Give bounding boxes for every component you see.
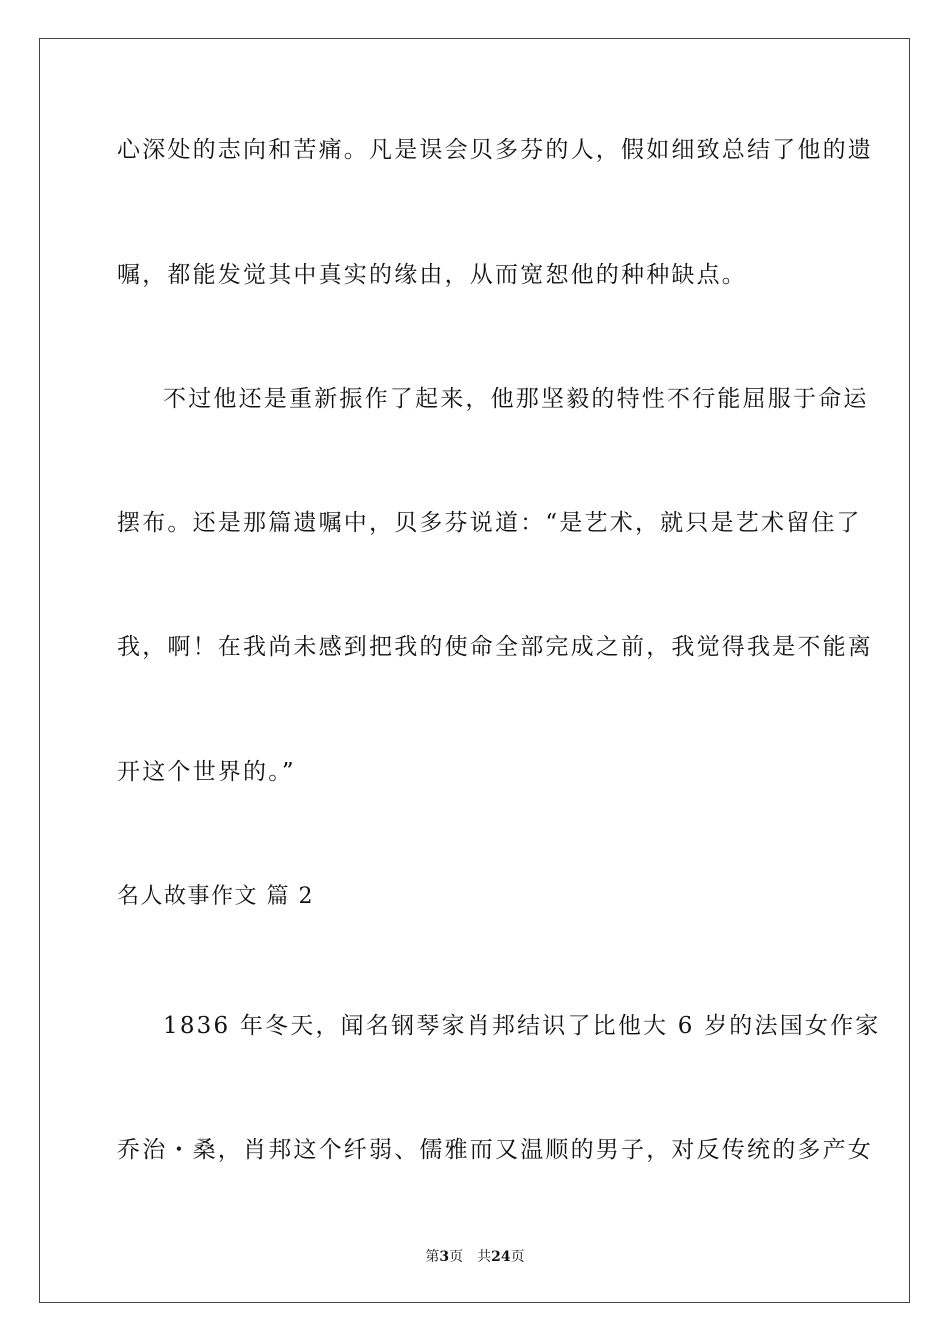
footer-page-prefix: 第: [425, 1249, 440, 1265]
paragraph-2-line-2: 摆布。还是那篇遗嘱中，贝多芬说道：“是艺术，就只是艺术留住了: [117, 510, 862, 536]
footer-page-number: 3: [439, 1249, 450, 1265]
page-border: [39, 38, 910, 1303]
paragraph-2-line-4: 开这个世界的。”: [117, 759, 296, 785]
body-text-line-2: 嘱，都能发觉其中真实的缘由，从而宽恕他的种种缺点。: [117, 262, 747, 288]
footer-total-pages: 24: [491, 1249, 511, 1265]
footer-total-prefix: 共: [477, 1249, 492, 1265]
page-footer: [0, 1248, 950, 1266]
paragraph-3-line-1: 1836 年冬天，闻名钢琴家肖邦结识了比他大 6 岁的法国女作家: [163, 1013, 881, 1039]
paragraph-2-line-1: 不过他还是重新振作了起来，他那坚毅的特性不行能屈服于命运: [163, 386, 869, 412]
footer-total-suffix: 页: [510, 1249, 525, 1265]
body-text-line-1: 心深处的志向和苦痛。凡是误会贝多芬的人，假如细致总结了他的遗: [117, 137, 873, 163]
paragraph-2-line-3: 我，啊！在我尚未感到把我的使命全部完成之前，我觉得我是不能离: [117, 634, 873, 660]
paragraph-3-line-2: 乔治・桑，肖邦这个纤弱、儒雅而又温顺的男子，对反传统的多产女: [117, 1137, 873, 1163]
footer-page-suffix: 页: [449, 1249, 464, 1265]
section-heading: 名人故事作文 篇 2: [117, 884, 314, 909]
